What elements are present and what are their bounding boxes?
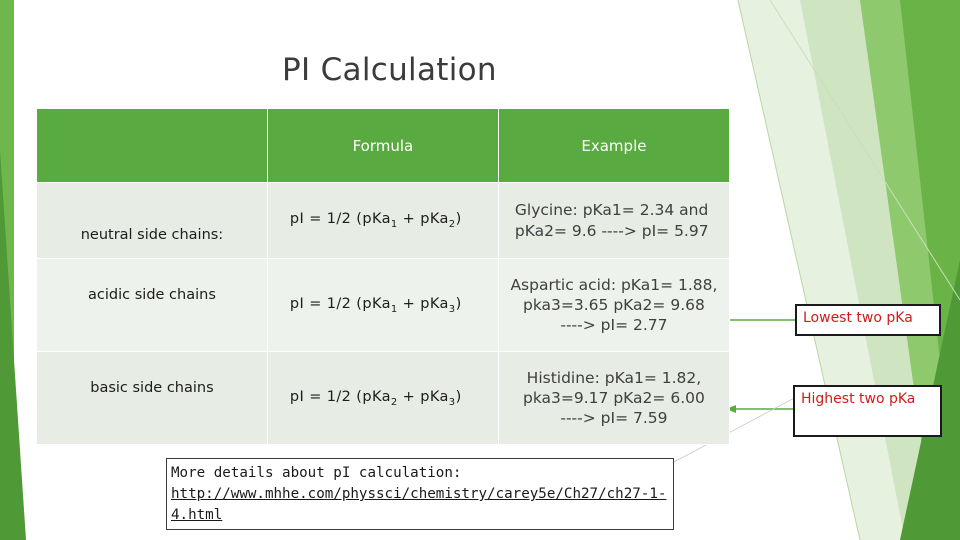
example-cell [498, 259, 729, 352]
formula-sub: 2 [390, 396, 398, 408]
header-cell-empty [37, 109, 268, 183]
example-cell [498, 183, 729, 259]
formula-suffix: ) [455, 295, 462, 312]
table-row [37, 352, 730, 445]
formula-mid: + pKa [397, 388, 449, 405]
example-line: pKa2= 9.6 ----> pI= 5.97 [514, 221, 709, 240]
details-link[interactable]: http://www.mhhe.com/physsci/chemistry/carey5e/Ch27/ch27-1-4.html [171, 486, 667, 523]
table-row [37, 183, 730, 259]
formula-prefix: pI = 1/2 (pKa [289, 211, 391, 228]
example-line: ----> pI= 2.77 [560, 316, 668, 334]
formula-mid: + pKa [397, 211, 449, 228]
example-cell [498, 352, 729, 445]
formula-mid: + pKa [397, 295, 449, 312]
formula-sub: 3 [448, 396, 456, 408]
details-note-box [166, 458, 674, 530]
example-line: Histidine: pKa1= 1.82, [526, 369, 702, 387]
pi-calculation-table [36, 108, 730, 445]
row-label: neutral side chains: [80, 227, 224, 243]
formula-cell [267, 352, 498, 445]
formula-sub: 1 [390, 303, 398, 315]
formula-prefix: pI = 1/2 (pKa [289, 388, 391, 405]
example-line: pka3=9.17 pKa2= 6.00 [523, 389, 705, 407]
example-line: Aspartic acid: pKa1= 1.88, [510, 276, 718, 294]
example-line: ----> pI= 7.59 [560, 409, 668, 427]
callout-highest-pka: Highest two pKa [793, 385, 942, 437]
header-cell-example: Example [498, 109, 729, 183]
formula-prefix: pI = 1/2 (pKa [289, 295, 391, 312]
formula-suffix: ) [455, 388, 462, 405]
header-cell-formula: Formula [267, 109, 498, 183]
table-header-row [37, 109, 730, 183]
table-row [37, 259, 730, 352]
formula-cell [267, 183, 498, 259]
formula-cell [267, 259, 498, 352]
example-line: Glycine: pKa1= 2.34 and [514, 200, 709, 219]
formula-sub: 2 [448, 218, 456, 230]
note-text: More details about pI calculation: [171, 465, 462, 481]
row-label: basic side chains [90, 380, 214, 396]
slide-title: PI Calculation [282, 52, 497, 88]
formula-suffix: ) [455, 211, 462, 228]
callout-lowest-pka: Lowest two pKa [795, 304, 941, 336]
formula-sub: 1 [390, 218, 398, 230]
formula-sub: 3 [448, 303, 456, 315]
example-line: pka3=3.65 pKa2= 9.68 [523, 296, 705, 314]
row-label: acidic side chains [88, 287, 216, 303]
